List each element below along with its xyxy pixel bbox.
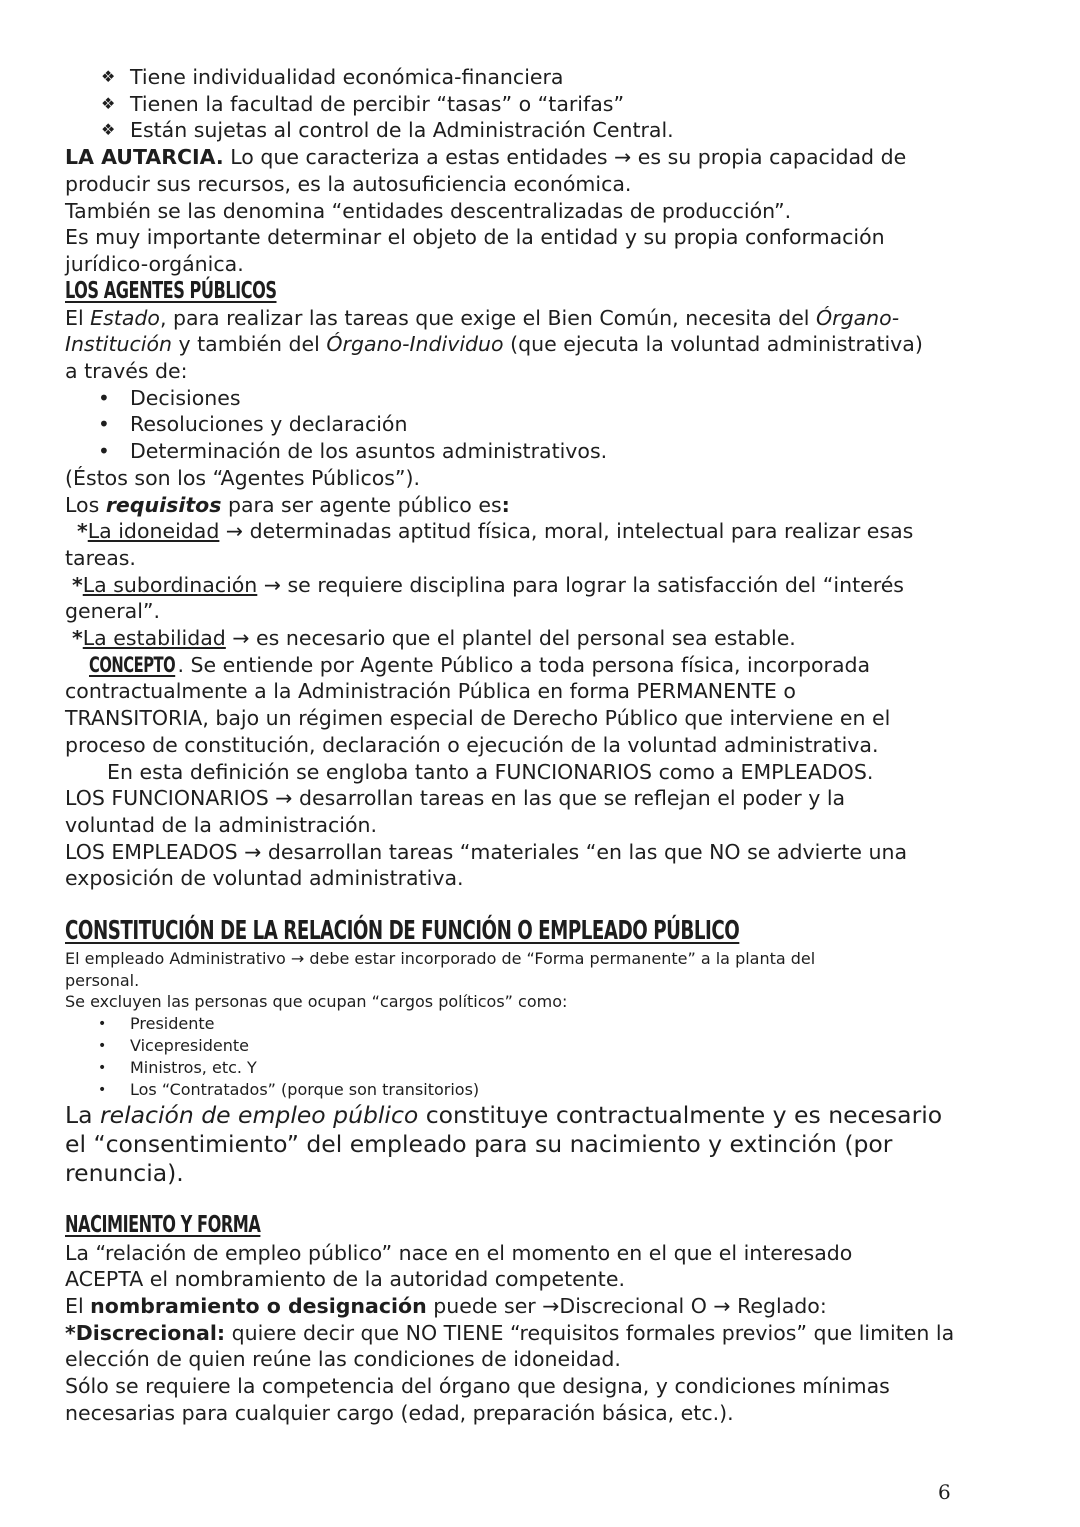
list-item: • Vicepresidente <box>98 1035 249 1055</box>
requisito-subordinacion-cont: general”. <box>65 599 161 624</box>
diamond-bullet-icon: ❖ <box>101 93 116 113</box>
nacimiento-line: La “relación de empleo público” nace en el momento en el que el interesado <box>65 1240 853 1265</box>
section-heading-agentes: LOS AGENTES PÚBLICOS <box>65 277 277 304</box>
nombramiento-line: El nombramiento o designación puede ser →Discrecional O → Reglado: <box>65 1294 827 1318</box>
top-bullet-list <box>65 64 965 144</box>
list-item: • Determinación de los asuntos administrativos. <box>98 439 608 464</box>
bullet-icon: • <box>98 1015 107 1032</box>
bullet-icon: • <box>98 385 110 410</box>
autarcia-line: producir sus recursos, es la autosuficiencia económica. <box>65 171 632 196</box>
requisito-idoneidad: *La idoneidad → determinadas aptitud física, moral, intelectual para realizar esas <box>77 519 914 544</box>
concepto-line: En esta definición se engloba tanto a FUNCIONARIOS como a EMPLEADOS. <box>107 759 874 784</box>
document-page <box>65 64 965 1427</box>
bullet-icon: • <box>98 1081 107 1098</box>
agentes-intro: a través de: <box>65 359 188 384</box>
concepto-line: TRANSITORIA, bajo un régimen especial de Derecho Público que interviene en el <box>65 706 891 731</box>
empleados-line: LOS EMPLEADOS → desarrollan tareas “materiales “en las que NO se advierte una <box>65 839 908 864</box>
list-item: • Resoluciones y declaración <box>98 412 408 437</box>
agentes-note: (Éstos son los “Agentes Públicos”). <box>65 465 421 490</box>
concepto-line: contractualmente a la Administración Pública en forma PERMANENTE o <box>65 679 796 704</box>
concepto-line: proceso de constitución, declaración o ejecución de la voluntad administrativa. <box>65 732 879 757</box>
solo-line: Sólo se requiere la competencia del órgano que designa, y condiciones mínimas <box>65 1374 890 1399</box>
agentes-intro: Institución y también del Órgano-Individuo (que ejecuta la voluntad administrativa) <box>65 332 923 357</box>
list-item: ❖ Tiene individualidad económica-financiera <box>101 65 564 89</box>
agentes-bullet-list <box>65 385 965 465</box>
list-item: • Los “Contratados” (porque son transitorios) <box>98 1079 480 1099</box>
funcionarios-line: voluntad de la administración. <box>65 812 378 837</box>
relacion-line: el “consentimiento” del empleado para su nacimiento y extinción (por <box>65 1129 893 1158</box>
funcionarios-line: LOS FUNCIONARIOS → desarrollan tareas en las que se reflejan el poder y la <box>65 786 846 811</box>
relacion-line: renuncia). <box>65 1158 184 1187</box>
requisitos-line: Los requisitos para ser agente público es: <box>65 492 510 517</box>
diamond-bullet-icon: ❖ <box>101 67 116 86</box>
constitucion-line: personal. <box>65 970 140 990</box>
bullet-icon: • <box>98 1059 107 1076</box>
list-item: ❖ Tienen la facultad de percibir “tasas” o “tarifas” <box>101 91 625 116</box>
list-item: ❖ Están sujetas al control de la Administración Central. <box>101 118 674 143</box>
concepto-paragraph: CONCEPTO . Se entiende por Agente Público a toda persona física, incorporada <box>89 652 871 677</box>
solo-line: necesarias para cualquier cargo (edad, preparación básica, etc.). <box>65 1400 734 1425</box>
list-item: • Decisiones <box>98 385 241 410</box>
autarcia-line: También se las denomina “entidades descentralizadas de producción”. <box>65 198 792 223</box>
requisito-subordinacion: *La subordinación → se requiere disciplina para lograr la satisfacción del “interés <box>72 572 904 597</box>
autarcia-paragraph: LA AUTARCIA. Lo que caracteriza a estas entidades → es su propia capacidad de <box>65 145 907 170</box>
diamond-bullet-icon: ❖ <box>101 120 116 140</box>
empleados-line: exposición de voluntad administrativa. <box>65 866 464 891</box>
bullet-icon: • <box>98 439 110 464</box>
concepto-label: CONCEPTO <box>89 652 176 677</box>
requisito-idoneidad-cont: tareas. <box>65 545 136 570</box>
autarcia-line: Es muy importante determinar el objeto de la entidad y su propia conformación <box>65 225 885 250</box>
relacion-paragraph: La relación de empleo público constituye contractualmente y es necesario <box>65 1100 943 1129</box>
bullet-icon: • <box>98 1037 107 1054</box>
autarcia-line: jurídico-orgánica. <box>65 251 244 276</box>
requisito-estabilidad: *La estabilidad → es necesario que el plantel del personal sea estable. <box>72 626 796 651</box>
constitucion-line: Se excluyen las personas que ocupan “cargos políticos” como: <box>65 992 568 1012</box>
list-item: • Ministros, etc. Y <box>98 1057 257 1077</box>
constitucion-line: El empleado Administrativo → debe estar incorporado de “Forma permanente” a la planta del <box>65 949 816 969</box>
bullet-icon: • <box>98 412 110 437</box>
section-heading-constitucion: CONSTITUCIÓN DE LA RELACIÓN DE FUNCIÓN O EMPLEADO PÚBLICO <box>65 916 740 947</box>
discrecional-line: *Discrecional: quiere decir que NO TIENE “requisitos formales previos” que limiten la <box>65 1320 955 1345</box>
nacimiento-line: ACEPTA el nombramiento de la autoridad competente. <box>65 1267 625 1292</box>
section-heading-nacimiento: NACIMIENTO Y FORMA <box>65 1211 261 1238</box>
cargos-politicos-list <box>65 1013 965 1101</box>
page-number: 6 <box>938 1480 951 1504</box>
agentes-intro: El Estado, para realizar las tareas que exige el Bien Común, necesita del Órgano- <box>65 305 900 330</box>
list-item: • Presidente <box>98 1013 215 1033</box>
discrecional-line: elección de quien reúne las condiciones de idoneidad. <box>65 1347 621 1372</box>
